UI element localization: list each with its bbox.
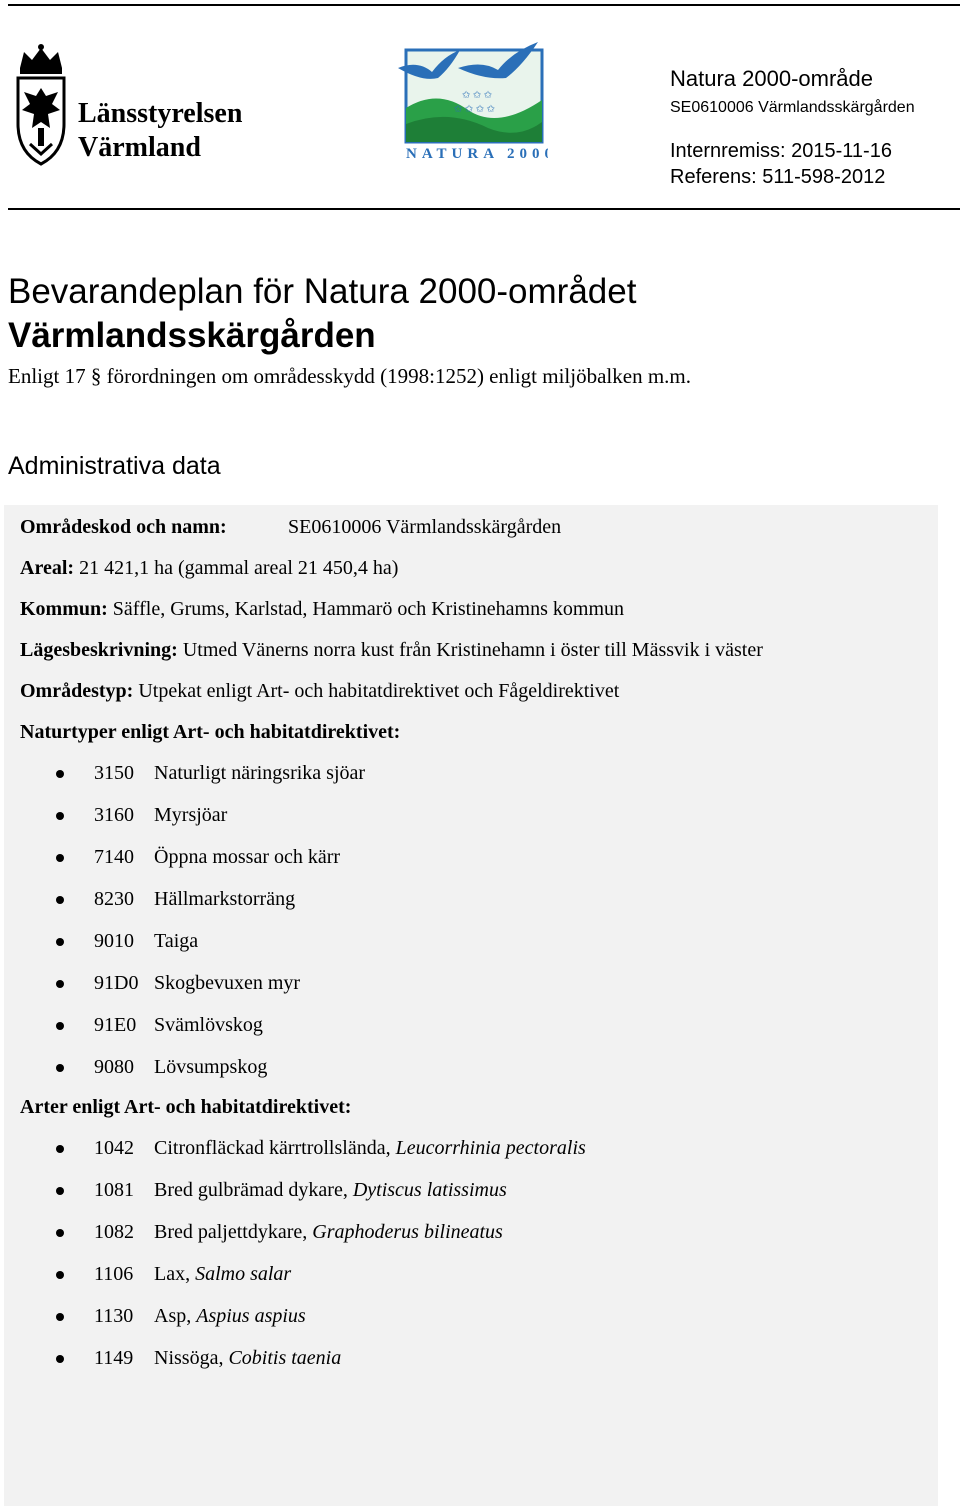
art-code: 1149 (94, 1347, 134, 1369)
svg-text:Värmland: Värmland (78, 132, 201, 163)
areal-value: 21 421,1 ha (gammal areal 21 450,4 ha) (74, 557, 399, 579)
bullet-icon (56, 1229, 64, 1237)
bullet-icon (56, 812, 64, 820)
art-scientific-name: Aspius aspius (196, 1305, 306, 1327)
naturtyp-name: Skogbevuxen myr (154, 972, 301, 994)
bullet-icon (56, 1022, 64, 1030)
naturtyp-name: Svämlövskog (154, 1014, 263, 1036)
naturtyp-code: 9010 (94, 930, 134, 952)
art-scientific-name: Leucorrhinia pectoralis (395, 1137, 586, 1159)
art-code: 1082 (94, 1221, 134, 1243)
art-name-wrap (154, 1221, 503, 1244)
header-bottom-rule (8, 208, 960, 210)
svg-text:✩ ✩ ✩ ✩: ✩ ✩ ✩ ✩ (454, 104, 496, 115)
bullet-icon (56, 854, 64, 862)
document-title-line1: Bevarandeplan för Natura 2000-området (8, 272, 637, 311)
kommun-row (20, 598, 624, 621)
art-name-wrap (154, 1347, 341, 1370)
naturtyp-name: Myrsjöar (154, 804, 228, 826)
art-scientific-name: Graphoderus bilineatus (312, 1221, 503, 1243)
header-referens: Referens: 511-598-2012 (670, 166, 886, 188)
naturtyp-name: Hällmarkstorräng (154, 888, 296, 910)
svg-text:✩ ✩ ✩: ✩ ✩ ✩ (462, 90, 493, 101)
kommun-value: Säffle, Grums, Karlstad, Hammarö och Kristinehamns kommun (107, 598, 624, 620)
lagesbeskrivning-value: Utmed Vänerns norra kust från Kristinehamn i öster till Mässvik i väster (177, 639, 763, 661)
bullet-icon (56, 980, 64, 988)
naturtyper-heading-text: Naturtyper enligt Art- och habitatdirektivet: (20, 721, 401, 743)
bullet-icon (56, 1271, 64, 1279)
naturtyp-code: 7140 (94, 846, 134, 868)
header-site: SE0610006 Värmlandsskärgården (670, 99, 915, 116)
header-title: Natura 2000-område (670, 66, 874, 91)
naturtyp-name: Lövsumpskog (154, 1056, 268, 1078)
arter-heading-text: Arter enligt Art- och habitatdirektivet: (20, 1096, 352, 1118)
lagesbeskrivning-label: Lägesbeskrivning: (20, 639, 178, 661)
naturtyp-name: Naturligt näringsrika sjöar (154, 762, 366, 784)
art-code: 1042 (94, 1137, 134, 1159)
naturtyp-name: Taiga (154, 930, 199, 952)
svg-text:NATURA 2000: NATURA 2000 (406, 146, 548, 162)
art-name-wrap (154, 1137, 586, 1160)
art-name: Asp, (154, 1305, 197, 1327)
art-name-wrap (154, 1179, 507, 1202)
lansstyrelsen-logo (12, 44, 244, 172)
omradeskod-value: SE0610006 Värmlandsskärgården (288, 516, 562, 538)
naturtyp-code: 8230 (94, 888, 134, 910)
arter-heading (20, 1096, 351, 1119)
omradeskod-label: Områdeskod och namn: (20, 516, 227, 538)
bullet-icon (56, 1145, 64, 1153)
bullet-icon (56, 1187, 64, 1195)
art-scientific-name: Dytiscus latissimus (352, 1179, 507, 1201)
bullet-icon (56, 1355, 64, 1363)
naturtyp-name: Öppna mossar och kärr (154, 846, 341, 868)
bullet-icon (56, 770, 64, 778)
naturtyp-code: 91D0 (94, 972, 139, 994)
top-rule (8, 4, 960, 6)
art-scientific-name: Cobitis taenia (228, 1347, 342, 1369)
art-code: 1130 (94, 1305, 134, 1327)
coat-of-arms-icon (12, 44, 244, 172)
areal-row (20, 557, 398, 580)
art-name: Bred gulbrämad dykare, (154, 1179, 353, 1201)
art-scientific-name: Salmo salar (195, 1263, 292, 1285)
art-name-wrap (154, 1305, 306, 1328)
omradestyp-value: Utpekat enligt Art- och habitatdirektivet och Fågeldirektivet (133, 680, 620, 702)
art-code: 1081 (94, 1179, 134, 1201)
bullet-icon (56, 1313, 64, 1321)
naturtyp-code: 91E0 (94, 1014, 137, 1036)
art-code: 1106 (94, 1263, 134, 1285)
header-remiss-date: Internremiss: 2015-11-16 (670, 140, 892, 162)
document-title-line2: Värmlandsskärgården (8, 316, 376, 355)
naturtyper-heading (20, 721, 400, 744)
naturtyp-code: 3160 (94, 804, 134, 826)
bullet-icon (56, 896, 64, 904)
svg-text:Länsstyrelsen: Länsstyrelsen (78, 98, 243, 129)
naturtyp-code: 9080 (94, 1056, 134, 1078)
art-name: Bred paljettdykare, (154, 1221, 313, 1243)
lagesbeskrivning-row (20, 639, 763, 662)
omradeskod-row (20, 516, 562, 539)
document-subtitle: Enligt 17 § förordningen om områdesskydd (1998:1252) enligt miljöbalken m.m. (8, 364, 691, 388)
areal-label: Areal: (20, 557, 75, 579)
bullet-icon (56, 938, 64, 946)
section-heading-administrativa-data: Administrativa data (8, 452, 221, 480)
bullet-icon (56, 1064, 64, 1072)
art-name-wrap (154, 1263, 291, 1286)
art-name: Nissöga, (154, 1347, 229, 1369)
art-name: Citronfläckad kärrtrollslända, (154, 1137, 396, 1159)
natura-logo-icon (398, 38, 548, 166)
art-name: Lax, (154, 1263, 196, 1285)
omradestyp-label: Områdestyp: (20, 680, 134, 702)
kommun-label: Kommun: (20, 598, 108, 620)
natura-2000-logo (398, 38, 548, 166)
naturtyp-code: 3150 (94, 762, 134, 784)
omradestyp-row (20, 680, 619, 703)
